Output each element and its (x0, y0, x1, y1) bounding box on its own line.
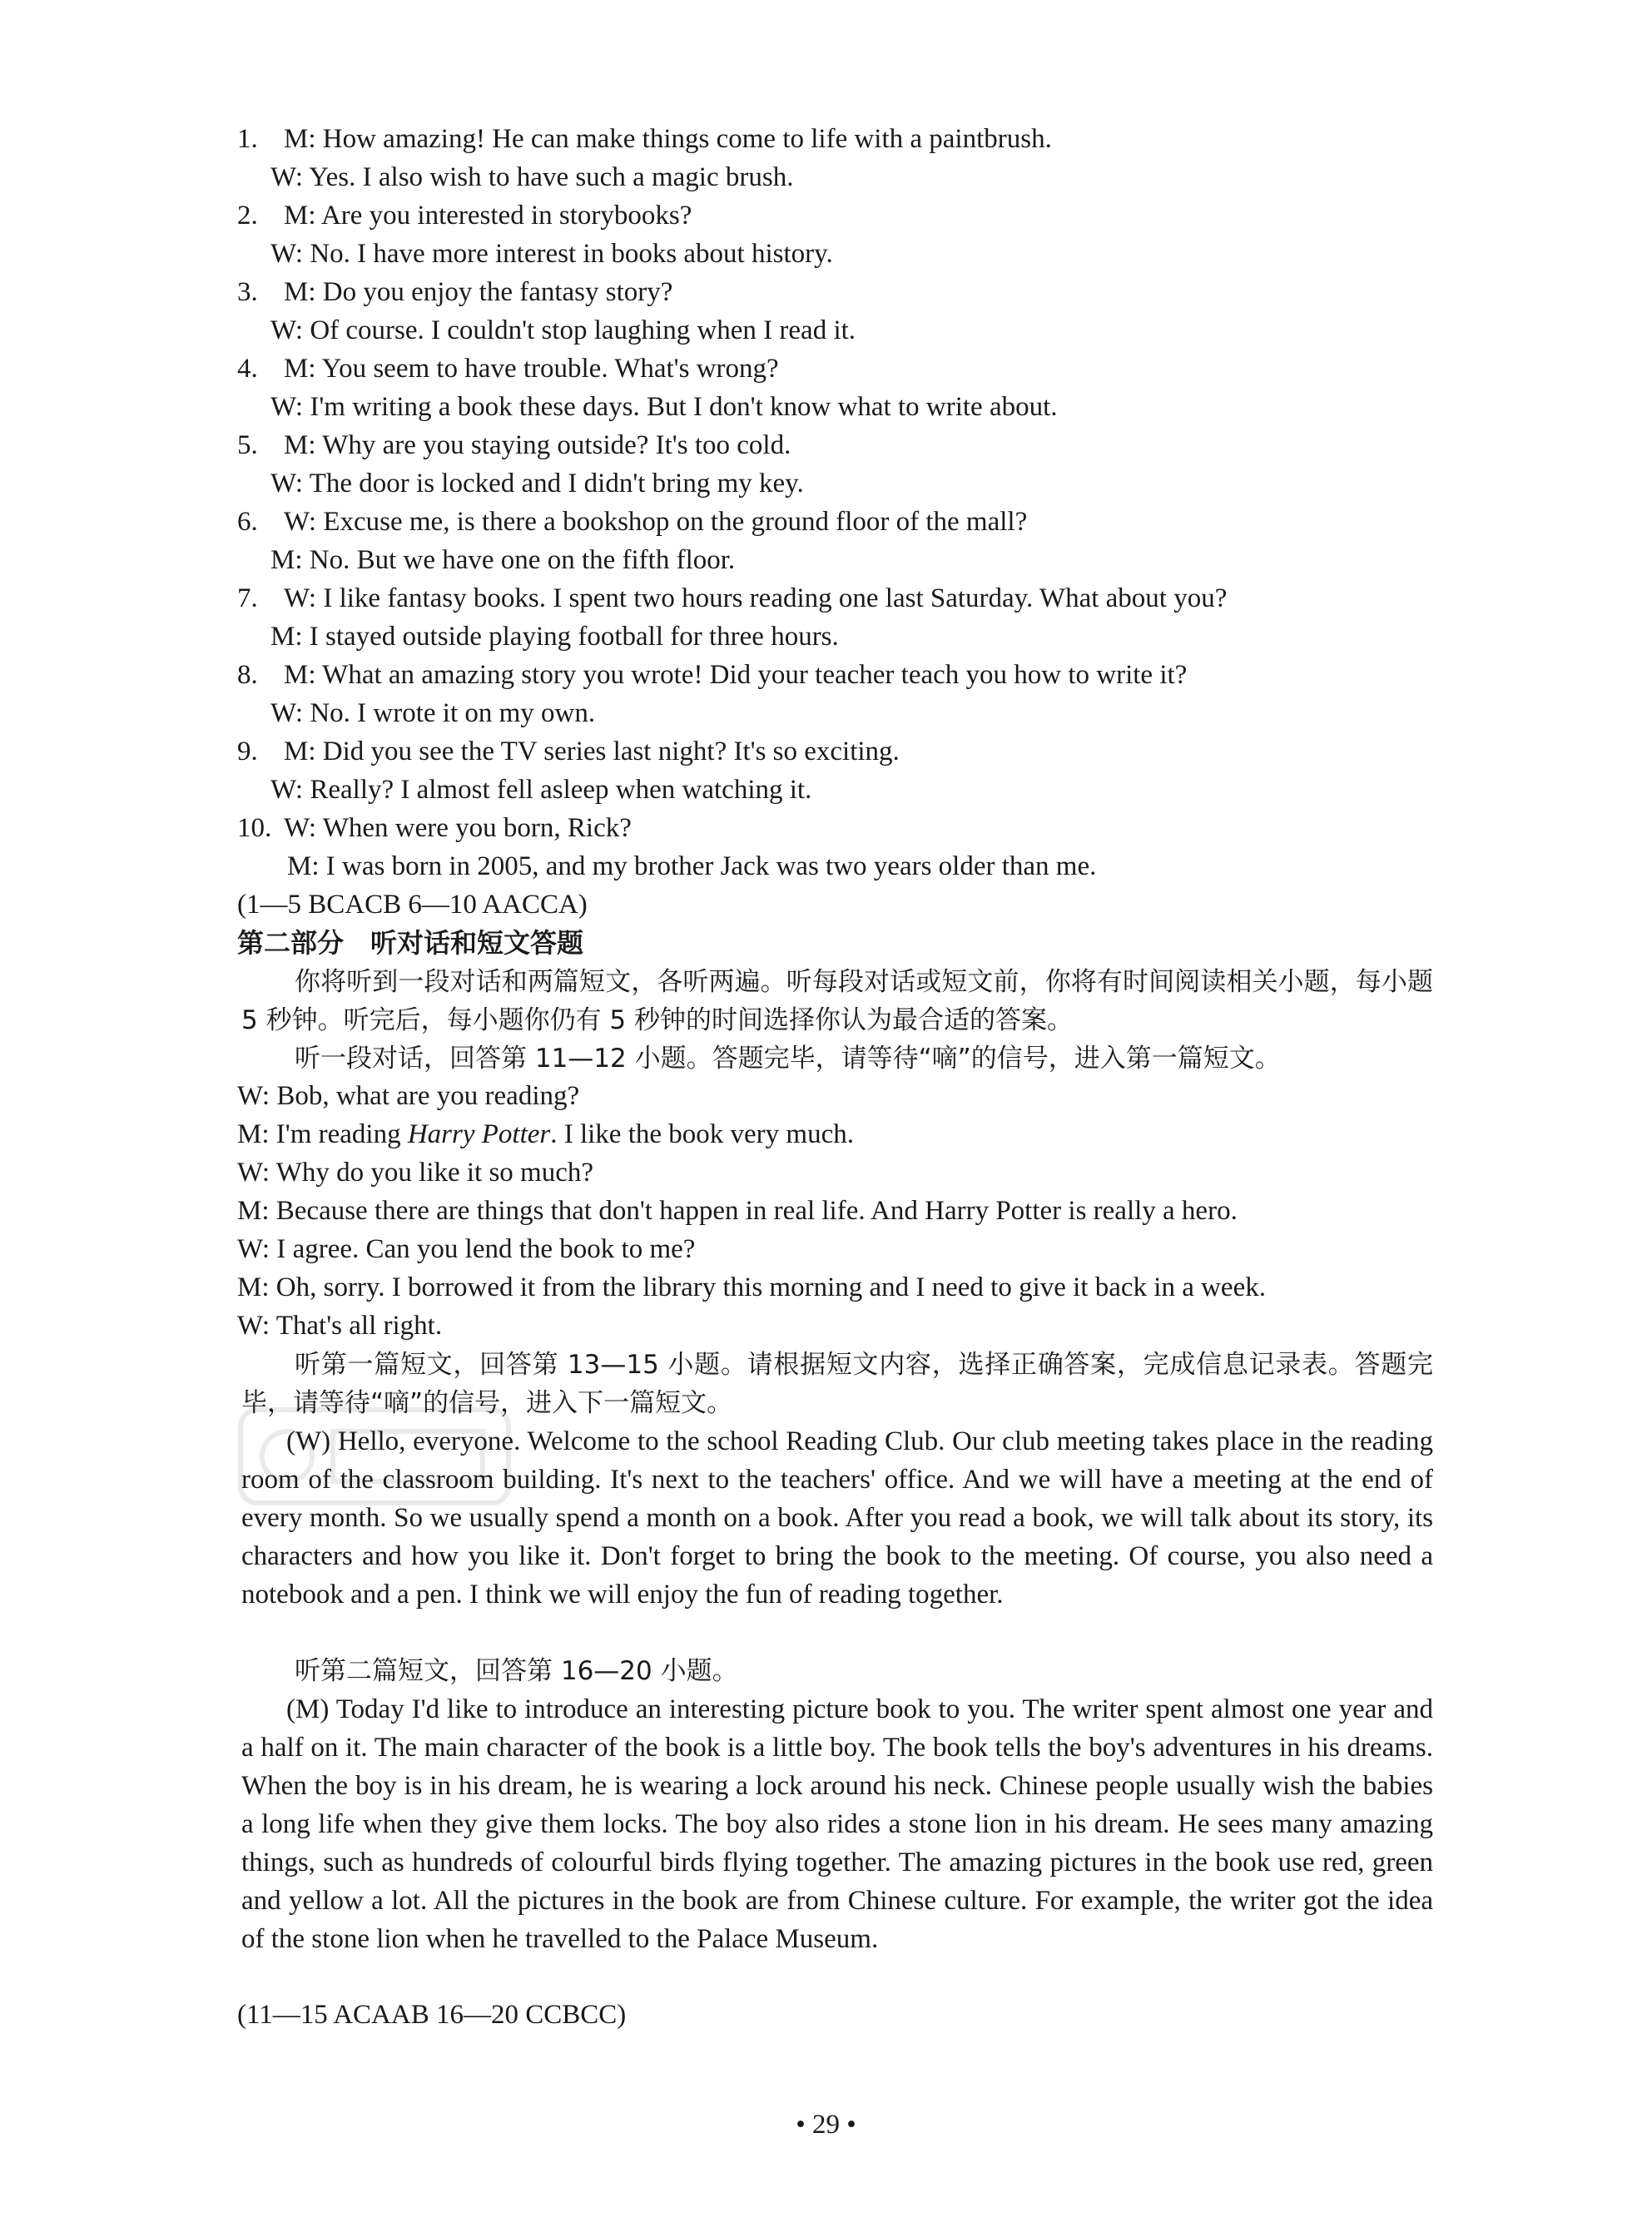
item-3-line-b: W: Of course. I couldn't stop laughing when I read it. (270, 315, 856, 345)
dialogue-line: W: I agree. Can you lend the book to me? (237, 1234, 696, 1264)
passage1-intro: 听第一篇短文，回答第 13—15 小题。请根据短文内容，选择正确答案，完成信息记录表。答题完毕，请等待“嘀”的信号，进入下一篇短文。 (241, 1350, 1433, 1418)
dialogue-line: M: I'm reading Harry Potter. I like the book very much. (237, 1119, 854, 1149)
dialogue-line: W: Bob, what are you reading? (237, 1081, 580, 1111)
item-2-line-b: W: No. I have more interest in books about history. (270, 239, 833, 269)
item-1-line-b: W: Yes. I also wish to have such a magic brush. (270, 162, 794, 192)
item-6-line-a: 6. W: Excuse me, is there a bookshop on the ground floor of the mall? (237, 507, 1028, 537)
item-1-line-a: 1. M: How amazing! He can make things come to life with a paintbrush. (237, 124, 1052, 154)
item-5-line-a: 5. M: Why are you staying outside? It's too cold. (237, 430, 791, 460)
item-10-line-a: 10. W: When were you born, Rick? (237, 813, 632, 843)
item-4-line-a: 4. M: You seem to have trouble. What's wrong? (237, 354, 779, 384)
item-4-line-b: W: I'm writing a book these days. But I don't know what to write about. (270, 392, 1058, 422)
book-title: Harry Potter (407, 1119, 551, 1149)
item-2-line-a: 2. M: Are you interested in storybooks? (237, 201, 692, 231)
item-7-line-b: M: I stayed outside playing football for three hours. (270, 622, 839, 652)
item-10-line-b: M: I was born in 2005, and my brother Jack was two years older than me. (287, 851, 1097, 881)
dialogue-line: W: Why do you like it so much? (237, 1158, 594, 1188)
part2-answers: (11—15 ACAAB 16—20 CCBCC) (237, 2000, 627, 2030)
dialogue-intro: 听一段对话，回答第 11—12 小题。答题完毕，请等待“嘀”的信号，进入第一篇短文。 (295, 1044, 1281, 1074)
item-3-line-a: 3. M: Do you enjoy the fantasy story? (237, 277, 673, 307)
passage2-text: (M) Today I'd like to introduce an interesting picture book to you. The writer spent almost one year and a half on it. The main character of the book is a little boy. The book tells the boy's adventures in his dreams. When the boy is in his dream, he is wearing a lock around his neck. Chinese people usually wish the babies a long life when they give them locks. The boy also rides a stone lion in his dream. He sees many amazing things, such as hundreds of colourful birds flying together. The amazing pictures in the book use red, green and yellow a lot. All the pictures in the book are from Chinese culture. For example, the writer got the idea of the stone lion when he travelled to the Palace Museum. (241, 1694, 1433, 1954)
item-9-line-a: 9. M: Did you see the TV series last night? It's so exciting. (237, 737, 900, 766)
dialogue-line: W: That's all right. (237, 1311, 443, 1341)
dialogue-line: M: Because there are things that don't happen in real life. And Harry Potter is really a hero. (237, 1196, 1238, 1226)
item-7-line-a: 7. W: I like fantasy books. I spent two hours reading one last Saturday. What about you? (237, 583, 1228, 613)
item-8-line-a: 8. M: What an amazing story you wrote! Did your teacher teach you how to write it? (237, 660, 1188, 690)
part2-instructions: 你将听到一段对话和两篇短文，各听两遍。听每段对话或短文前，你将有时间阅读相关小题，每小题 5 秒钟。听完后，每小题你仍有 5 秒钟的时间选择你认为最合适的答案。 (241, 967, 1433, 1035)
part2-heading: 第二部分 听对话和短文答题 (237, 927, 584, 959)
item-5-line-b: W: The door is locked and I didn't bring my key. (270, 469, 804, 498)
item-6-line-b: M: No. But we have one on the fifth floor. (270, 545, 736, 575)
dialogue-line: M: Oh, sorry. I borrowed it from the library this morning and I need to give it back in a week. (237, 1272, 1266, 1302)
part1-answers: (1—5 BCACB 6—10 AACCA) (237, 890, 588, 920)
passage1-text: (W) Hello, everyone. Welcome to the school Reading Club. Our club meeting takes place in the reading room of the classroom building. It's next to the teachers' office. And we will have a meeting at the end of every month. So we usually spend a month on a book. After you read a book, we will talk about its story, its characters and how you like it. Don't forget to bring the book to the meeting. Of course, you also need a notebook and a pen. I think we will enjoy the fun of reading together. (241, 1426, 1433, 1610)
page-number: • 29 • (796, 2110, 856, 2140)
item-9-line-b: W: Really? I almost fell asleep when watching it. (270, 775, 812, 805)
passage2-intro: 听第二篇短文，回答第 16—20 小题。 (295, 1656, 738, 1686)
item-8-line-b: W: No. I wrote it on my own. (270, 698, 596, 728)
